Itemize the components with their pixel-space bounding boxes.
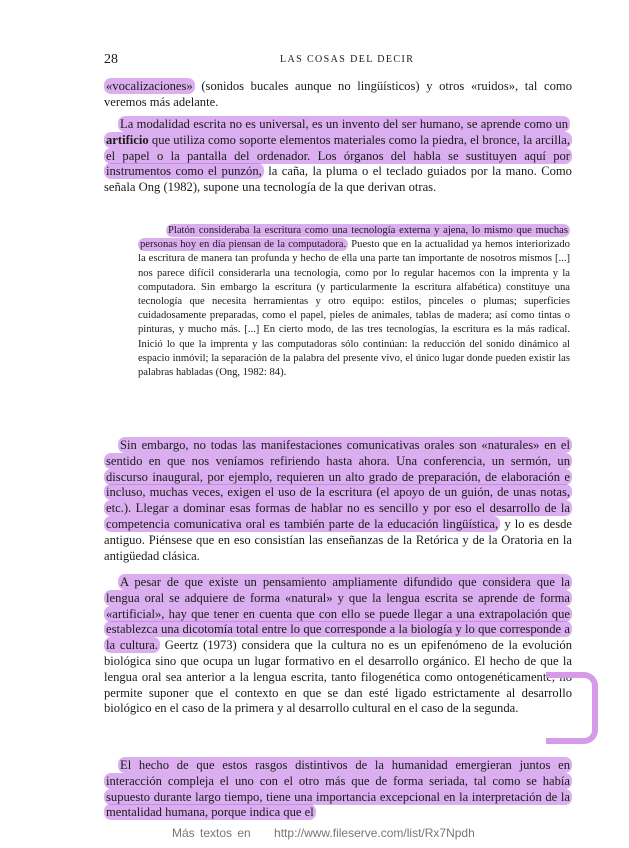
paragraph-text: y lo es desde antiguo. Piénsese que en eso consistían las enseñanzas de la Retórica y de la Oratoria en la antigüedad clásica. (104, 516, 573, 563)
paragraph-5 (104, 758, 572, 821)
highlight: Platón consideraba la escritura como una tecnología externa y ajena, lo mismo que muchas personas hoy en día piensan de la computadora. (140, 225, 568, 251)
paragraph-2 (104, 117, 572, 196)
page-number: 28 (104, 52, 118, 67)
paragraph-3 (104, 438, 572, 564)
footer-link-line (172, 826, 475, 840)
highlight: A pesar de que existe un pensamiento ampliamente difundido que considera que la lengua oral se adquiere de forma «natural» y que la lengua escrita se aprende de forma «artificial», hay que tener en cuenta que con ello se puede llegar a una extrapolación que establezca una dicotomía total entre lo que corresponde a la biología y lo que corresponde a la cultura. (106, 575, 570, 653)
paragraph-text: la caña, la pluma o el teclado guiados por la mano. Como señala Ong (1982), supone una tecnología de la que derivan otras. (104, 164, 572, 195)
page-header (104, 52, 573, 70)
footer-label: Más textos en (172, 826, 251, 840)
block-quote (138, 224, 570, 380)
running-head: LAS COSAS DEL DECIR (280, 54, 415, 65)
paragraph-1 (104, 79, 572, 111)
highlight: Sin embargo, no todas las manifestaciones comunicativas orales son «naturales» en el sentido en que nos veníamos refiriendo hasta ahora. Una conferencia, un sermón, un discurso inaugural, por ejemplo, requieren un alto grado de preparación, de elaboración e incluso, muchas veces, exigen el uso de la escritura (el apoyo de un guión, de unas notas, etc.). Llegar a dominar esas formas de hablar no es sencillo y por eso el desarrollo de la competencia comunicativa oral es también parte de la educación lingüística, (106, 438, 570, 531)
quote-text: Puesto que en la actualidad ya hemos interiorizado la escritura de manera tan profunda y hecho de ella una parte tan importante de nosotros mismos [...] nos parece difícil considerarla una tecnología, como por lo regular hacemos con la imprenta y la computadora. Sin embargo la escritura (y particularmente la escritura alfabética) constituye una tecnología que necesita herramientas y otro equipo: estilos, pinceles o plumas; superficies cuidadosamente preparadas, como el papel, pieles de animales, tablas de madera; así como tintas o pinturas, y mucho más. [...] En cierto modo, de las tres tecnologías, la escritura es la más radical. Inició lo que la imprenta y las computadoras sólo continúan: la reducción del sonido dinámico al espacio inmóvil; la separación de la palabra del presente vivo, el único lugar donde pueden existir las palabras habladas (138, 239, 570, 379)
bold-term: artificio (106, 132, 149, 147)
footer-url-link[interactable]: http://www.fileserve.com/list/Rx7Npdh (274, 826, 475, 840)
highlight: «vocalizaciones» (106, 79, 193, 93)
margin-bracket-annotation (546, 672, 598, 744)
highlight: El hecho de que estos rasgos distintivos de la humanidad emergieran juntos en interacción compleja el uno con el otro más que de forma seriada, tal como se había supuesto durante largo tiempo, tiene una importancia excepcional en la interpretación de la mentalidad humana, porque indica que el (106, 758, 570, 820)
highlight-text: que utiliza como soporte elementos materiales como la piedra, el bronce, la arcilla, el papel o la pantalla del ordenador. Los órganos del habla se sustituyen aquí por instrumentos como el punzón, (106, 132, 570, 179)
paragraph-text: Geertz (1973) considera que la cultura no es un epifenómeno de la evolución biológica sino que ocupa un lugar formativo en el desarrollo orgánico. El hecho de que la lengua oral sea anterior a la lengua escrita, tanto filogenética como ontogenéticamente, no permite suponer que el contexto en que se dan esté ligado estrictamente al desarrollo biológico en el caso de la primera y al desarrollo cultural en el caso de la segunda. (104, 638, 572, 716)
paragraph-text: (sonidos bucales aunque no lingüísticos) y otros «ruidos», tal como veremos más adelante. (104, 79, 572, 109)
quote-citation: (Ong, 1982: 84). (213, 367, 287, 379)
paragraph-4 (104, 575, 572, 717)
highlight-text: La modalidad escrita no es universal, es un invento del ser humano, se aprende como un (120, 117, 568, 131)
